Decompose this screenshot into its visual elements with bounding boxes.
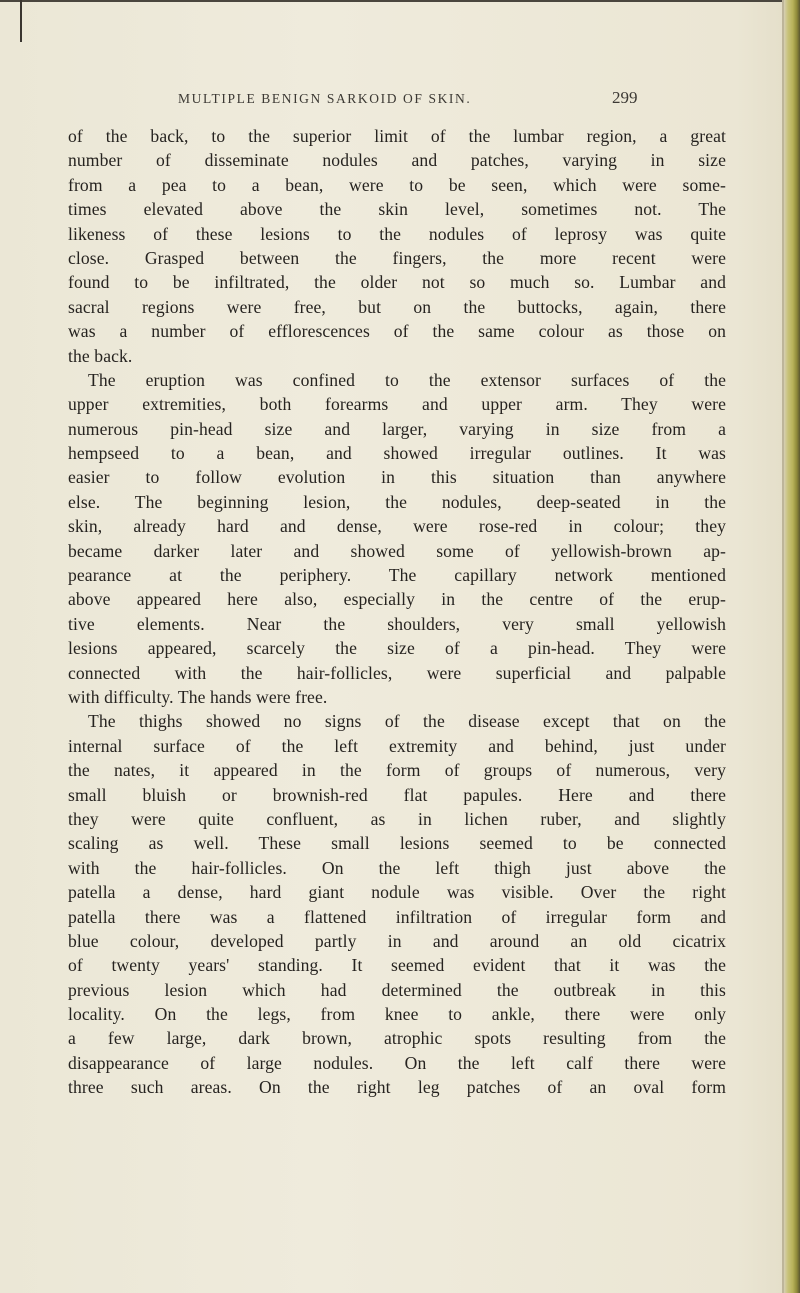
text-line: pearance at the periphery. The capillary network mentioned — [68, 565, 726, 586]
text-line: above appeared here also, especially in the centre of the erup- — [68, 589, 726, 610]
text-line: became darker later and showed some of yellowish-brown ap- — [68, 540, 726, 561]
text-line: internal surface of the left extremity and behind, just under — [68, 735, 726, 756]
text-line: sacral regions were free, but on the buttocks, again, there — [68, 296, 726, 317]
text-line: number of disseminate nodules and patches, varying in size — [68, 150, 726, 171]
text-line: of the back, to the superior limit of the lumbar region, a great — [68, 126, 726, 146]
text-line: a few large, dark brown, atrophic spots resulting from the — [68, 1028, 726, 1049]
text-line: patella there was a flattened infiltration of irregular form and — [68, 906, 726, 927]
text-line: tive elements. Near the shoulders, very small yellowish — [68, 613, 726, 634]
text-line: else. The beginning lesion, the nodules, deep-seated in the — [68, 491, 726, 512]
text-line: three such areas. On the right leg patches of an oval form — [68, 1077, 726, 1098]
text-line: the nates, it appeared in the form of groups of numerous, very — [68, 760, 726, 781]
text-line: from a pea to a bean, were to be seen, which were some- — [68, 174, 726, 195]
text-line: they were quite confluent, as in lichen ruber, and slightly — [68, 808, 726, 829]
text-line: upper extremities, both forearms and upper arm. They were — [68, 394, 726, 415]
text-line: with the hair-follicles. On the left thigh just above the — [68, 857, 726, 878]
text-line: small bluish or brownish-red flat papules. Here and there — [68, 784, 726, 805]
text-line: locality. On the legs, from knee to ankle, there were only — [68, 1004, 726, 1025]
text-line: of twenty years' standing. It seemed evident that it was the — [68, 955, 726, 976]
text-line: scaling as well. These small lesions seemed to be connected — [68, 833, 726, 854]
text-line: numerous pin-head size and larger, varying in size from a — [68, 418, 726, 439]
page-corner-edge — [0, 0, 22, 42]
text-line: likeness of these lesions to the nodules of leprosy was quite — [68, 223, 726, 244]
text-line: blue colour, developed partly in and around an old cicatrix — [68, 930, 726, 951]
body-text — [68, 124, 726, 1100]
text-line: easier to follow evolution in this situation than anywhere — [68, 467, 726, 488]
text-line: hempseed to a bean, and showed irregular outlines. It was — [68, 443, 726, 464]
text-line: disappearance of large nodules. On the left calf there were — [68, 1052, 726, 1073]
text-line: connected with the hair-follicles, were superficial and palpable — [68, 662, 726, 683]
page-number: 299 — [612, 88, 638, 107]
text-line: previous lesion which had determined the outbreak in this — [68, 979, 726, 1000]
running-head: MULTIPLE BENIGN SARKOID OF SKIN. — [178, 91, 472, 106]
text-line: skin, already hard and dense, were rose-red in colour; they — [68, 516, 726, 537]
text-line: The eruption was confined to the extensor surfaces of the — [88, 369, 726, 390]
page-top-edge — [0, 0, 782, 2]
text-line: times elevated above the skin level, sometimes not. The — [68, 199, 726, 220]
text-line: The thighs showed no signs of the disease except that on the — [88, 711, 726, 732]
text-line: close. Grasped between the fingers, the more recent were — [68, 247, 726, 268]
text-line: lesions appeared, scarcely the size of a pin-head. They were — [68, 638, 726, 659]
text-line: with difficulty. The hands were free. — [68, 686, 328, 707]
text-line: the back. — [68, 345, 133, 366]
page-header — [0, 88, 800, 113]
book-binding — [784, 0, 800, 1293]
text-line: found to be infiltrated, the older not so much so. Lumbar and — [68, 272, 726, 293]
text-line: was a number of efflorescences of the same colour as those on — [68, 321, 726, 342]
text-line: patella a dense, hard giant nodule was visible. Over the right — [68, 882, 726, 903]
